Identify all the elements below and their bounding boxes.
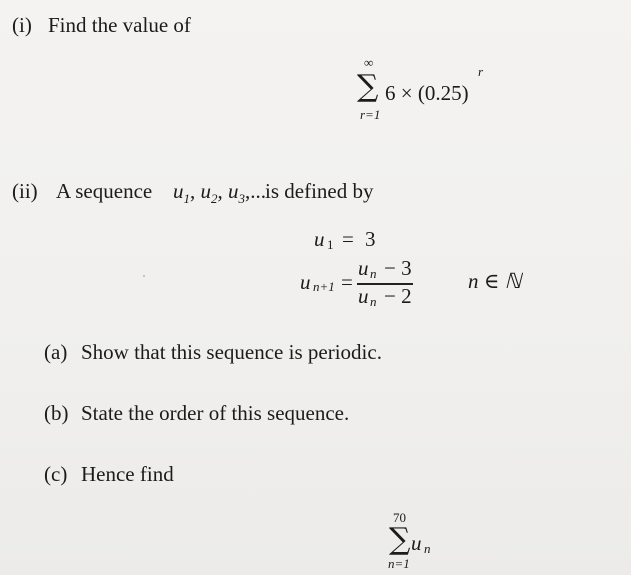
- sum-i-upper-limit: ∞: [364, 55, 374, 70]
- part-a-text: Show that this sequence is periodic.: [81, 340, 382, 364]
- part-b-label: (b): [44, 401, 69, 425]
- def1-rhs: 3: [365, 227, 376, 251]
- part-i-prompt: Find the value of: [48, 13, 191, 37]
- def2-numerator-u: u: [358, 256, 369, 280]
- final-sum-sigma-symbol: ∑: [389, 522, 411, 557]
- part-i-label: (i): [12, 13, 32, 37]
- part-ii-intro-tail: is defined by: [265, 179, 374, 203]
- part-b-text: State the order of this sequence.: [81, 401, 350, 425]
- def2-condition: n ∈ ℕ: [468, 269, 522, 293]
- part-ii-intro: A sequence: [56, 179, 153, 203]
- final-sum-lower-limit: n=1: [388, 556, 410, 571]
- def1-equals: =: [342, 227, 354, 251]
- seq-term-1: u: [173, 179, 184, 203]
- def2-numerator-sub: n: [370, 266, 377, 281]
- paper-speck: [143, 275, 145, 277]
- def2-denominator-sub: n: [370, 294, 377, 309]
- sum-i-lower-limit: r=1: [360, 107, 381, 122]
- sum-i-sigma-symbol: ∑: [357, 69, 379, 104]
- seq-term-2-sub: 2: [211, 191, 218, 206]
- def2-denominator-u: u: [358, 284, 369, 308]
- def2-denominator-tail: − 2: [384, 284, 412, 308]
- sum-i-expression: 6 × (0.25): [385, 81, 469, 105]
- part-c-label: (c): [44, 462, 68, 486]
- def2-lhs-sub: n+1: [313, 279, 335, 294]
- seq-term-3-sub: 3: [238, 191, 245, 206]
- final-sum-term: u: [411, 531, 422, 555]
- part-ii-label: (ii): [12, 179, 38, 203]
- part-c-text: Hence find: [81, 462, 174, 486]
- seq-term-2: u: [200, 179, 211, 203]
- final-sum-term-sub: n: [424, 541, 431, 556]
- part-a-label: (a): [44, 340, 68, 364]
- sequence-terms: $u_1$, $u_2$, $u_3$,...: [173, 179, 266, 206]
- seq-term-3: u: [228, 179, 239, 203]
- def2-equals: =: [341, 270, 353, 294]
- seq-term-1-sub: 1: [183, 191, 190, 206]
- def1-lhs-sub: 1: [327, 237, 334, 252]
- def1-lhs: u: [314, 227, 325, 251]
- sum-i-exponent: r: [478, 64, 484, 79]
- def2-lhs: u: [300, 270, 311, 294]
- def2-numerator-tail: − 3: [384, 256, 412, 280]
- final-sum-upper-limit: 70: [393, 510, 406, 525]
